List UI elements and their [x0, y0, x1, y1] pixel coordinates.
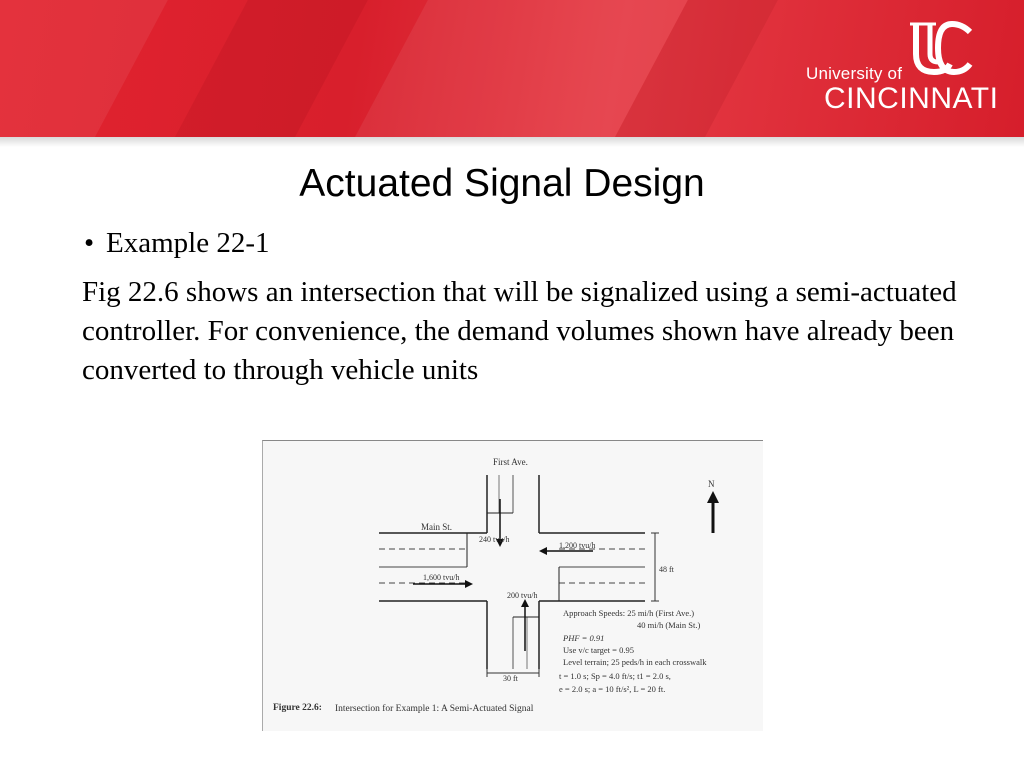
note-params: e = 2.0 s; a = 10 ft/s², L = 20 ft. [559, 684, 666, 694]
banner-stripe [0, 0, 189, 137]
volume-wb: 1,200 tvu/h [559, 541, 596, 550]
volume-sb: 240 tvu/h [479, 535, 510, 544]
north-label: N [708, 479, 715, 489]
logo-university-of: University of [806, 64, 903, 83]
width-ns: 30 ft [503, 674, 518, 683]
note-vc: Use v/c target = 0.95 [563, 645, 634, 655]
street-label-ns: First Ave. [493, 457, 528, 467]
street-label-ew: Main St. [421, 522, 453, 532]
intersection-figure [262, 440, 763, 731]
bullet-dot-icon: • [84, 227, 95, 259]
bullet-text: Example 22-1 [106, 227, 270, 259]
note-speed-2: 40 mi/h (Main St.) [637, 620, 701, 630]
volume-eb: 1,600 tvu/h [423, 573, 460, 582]
header-banner [0, 0, 1024, 137]
caption-text: Intersection for Example 1: A Semi-Actuated Signal [335, 704, 534, 714]
note-terrain: Level terrain; 25 peds/h in each crosswalk [563, 657, 707, 667]
note-phf: PHF = 0.91 [563, 633, 605, 643]
volume-nb: 200 tvu/h [507, 591, 538, 600]
note-timing: t = 1.0 s; Sp = 4.0 ft/s; t1 = 2.0 s, [559, 671, 671, 681]
width-ew: 48 ft [659, 565, 674, 574]
caption-label: Figure 22.6: [273, 703, 322, 713]
banner-shadow [0, 137, 1024, 147]
note-speed-1: Approach Speeds: 25 mi/h (First Ave.) [563, 608, 695, 618]
uc-logo-icon [908, 20, 974, 80]
bullet-item [84, 227, 269, 260]
intersection-diagram [263, 441, 763, 731]
logo-cincinnati: CINCINNATI [824, 82, 999, 115]
body-paragraph: Fig 22.6 shows an intersection that will be signalized using a semi-actuated controller. For convenience, the demand volumes shown have already been converted to through vehicle units [82, 276, 957, 386]
university-logo [800, 20, 1010, 120]
banner-stripe [131, 0, 389, 137]
slide-title: Actuated Signal Design [299, 162, 705, 205]
